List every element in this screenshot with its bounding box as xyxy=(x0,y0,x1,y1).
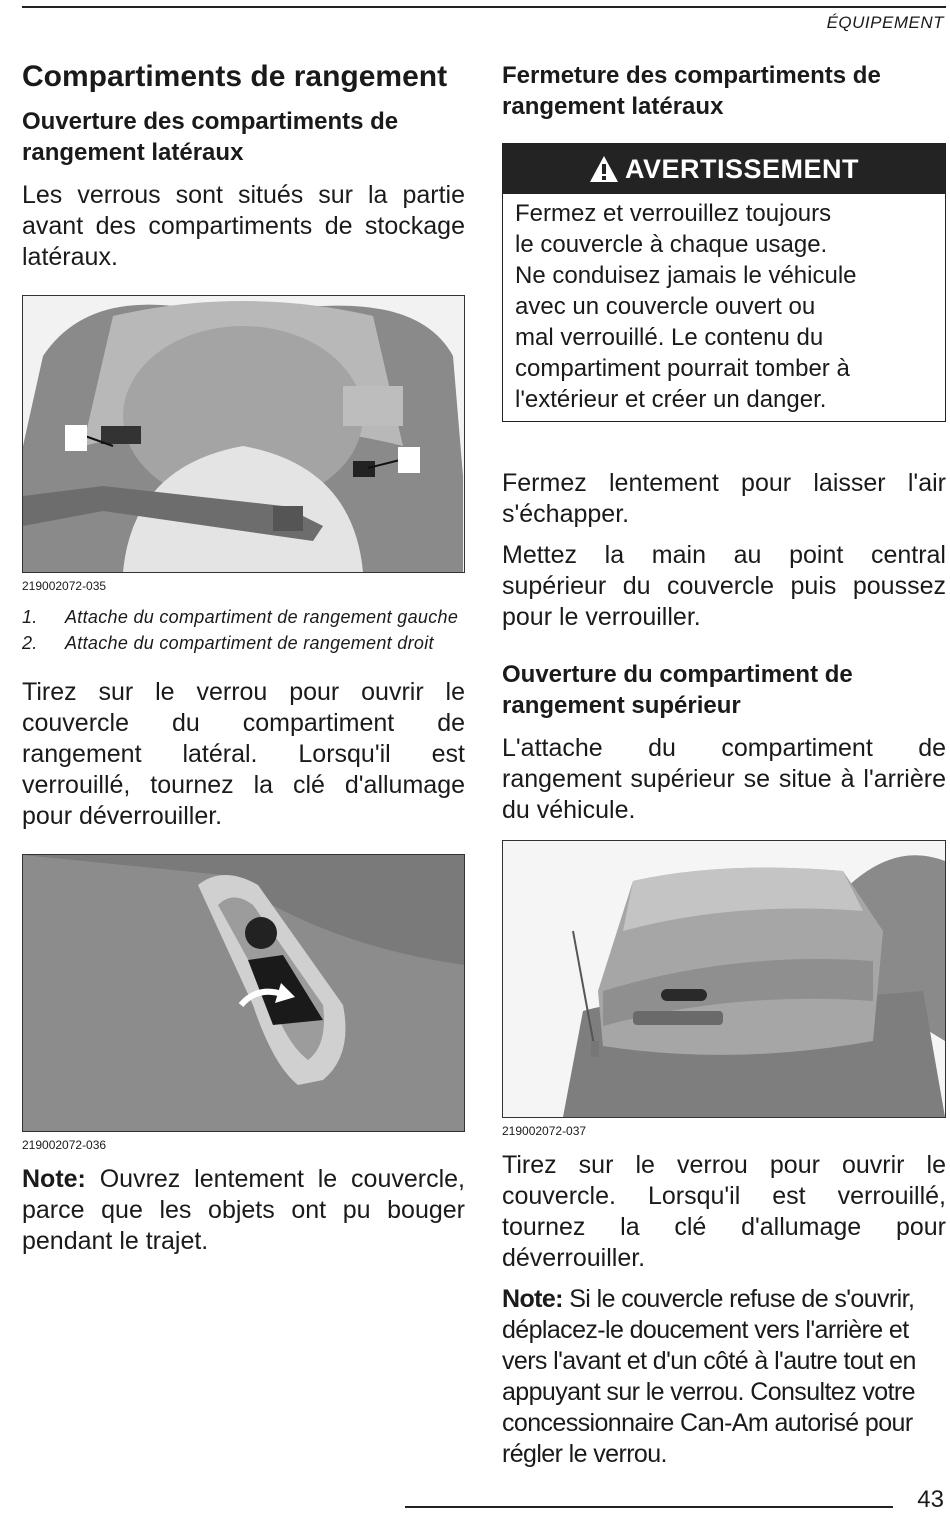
paragraph-top-latch: L'attache du compartiment de rangement supérieur se situe à l'arrière du véhicule. xyxy=(502,734,946,824)
left-column xyxy=(22,58,465,1267)
warning-title: AVERTISSEMENT xyxy=(624,153,860,184)
warning-header xyxy=(503,144,945,194)
warning-text: Fermez et verrouillez toujours le couvercle à chaque usage. Ne conduisez jamais le véhicule avec un couvercle ouvert ou mal verrouillé. Le contenu du compartiment pourrait tomber à l'extérieur et créer un danger. xyxy=(515,200,857,413)
paragraph-pull-latch: Tirez sur le verrou pour ouvrir le couvercle du compartiment de rangement latéral. Lorsqu'il est verrouillé, tournez la clé d'allumage pour déverrouiller. xyxy=(22,678,465,830)
section-title: Compartiments de rangement xyxy=(22,60,448,93)
warning-triangle-icon xyxy=(589,155,619,183)
figure-id: 219002072-036 xyxy=(22,1138,107,1152)
callout-marker-2 xyxy=(398,447,420,473)
figure-top-case xyxy=(502,840,946,1118)
note-label: Note: xyxy=(22,1165,86,1193)
figure-latch-closeup xyxy=(22,854,465,1132)
note-text: Si le couvercle refuse de s'ouvrir, déplacez-le doucement vers l'arrière et vers l'avant et d'un côté à l'autre tout en appuyant sur le verrou. Consultez votre concessionnaire Can-Am autorisé pour régler le verrou. xyxy=(502,1285,916,1468)
page-number: 43 xyxy=(917,1486,944,1513)
callout-item: 2. Attache du compartiment de rangement droit xyxy=(22,633,434,653)
callout-item: 1. Attache du compartiment de rangement gauche xyxy=(22,607,459,627)
callout-marker-1 xyxy=(65,425,87,451)
callout-list xyxy=(22,605,465,655)
paragraph-close-slowly: Fermez lentement pour laisser l'air s'échapper. xyxy=(502,469,946,528)
note-label: Note: xyxy=(502,1285,563,1313)
warning-box xyxy=(502,143,946,422)
note-text: Ouvrez lentement le couvercle, parce que les objets ont pu bouger pendant le trajet. xyxy=(22,1165,465,1255)
subsection-heading-side-close: Fermeture des compartiments de rangement latéraux xyxy=(502,62,881,120)
footer-rule xyxy=(405,1506,893,1508)
figure-id: 219002072-035 xyxy=(22,579,107,593)
paragraph-pull-top-latch: Tirez sur le verrou pour ouvrir le couvercle. Lorsqu'il est verrouillé, tournez la clé d'allumage pour déverrouiller. xyxy=(502,1151,946,1272)
note-paragraph xyxy=(502,1284,946,1470)
paragraph-latch-location: Les verrous sont situés sur la partie avant des compartiments de stockage latéraux. xyxy=(22,181,465,271)
subsection-heading-side-open: Ouverture des compartiments de rangement latéraux xyxy=(22,108,399,166)
figure-side-latches xyxy=(22,295,465,573)
top-case-illustration xyxy=(503,841,945,1117)
running-header: ÉQUIPEMENT xyxy=(826,13,944,32)
subsection-heading-top-open: Ouverture du compartiment de rangement supérieur xyxy=(502,661,853,719)
latch-closeup-illustration xyxy=(23,855,464,1131)
right-column xyxy=(502,60,946,1480)
paragraph-push-lock: Mettez la main au point central supérieur du couvercle puis poussez pour le verrouiller. xyxy=(502,541,946,631)
header-rule xyxy=(22,6,946,8)
side-compartments-illustration xyxy=(23,296,464,572)
figure-id: 219002072-037 xyxy=(502,1124,587,1138)
note-paragraph xyxy=(22,1164,465,1257)
